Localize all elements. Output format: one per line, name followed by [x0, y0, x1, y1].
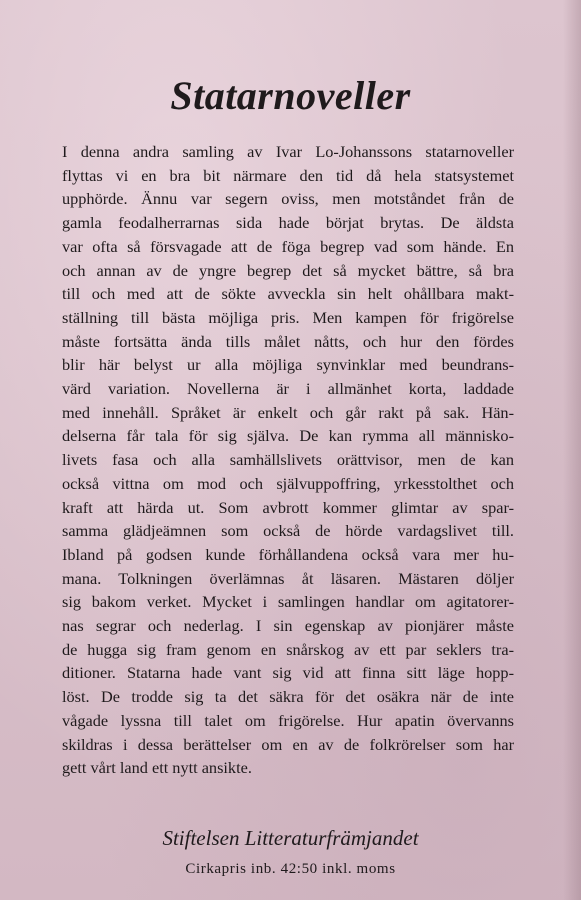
blurb-line: mana. Tolkningen överlämnas åt läsaren. Mästaren döljer: [62, 568, 514, 588]
blurb-line: skildras i dessa berättelser om en av de folkrörelser som har: [62, 734, 514, 754]
blurb-line: delserna får tala för sig själva. De kan rymma all människo-: [62, 426, 514, 446]
blurb-line: samma glädjeämnen som också de hörde vardagslivet till.: [62, 521, 514, 541]
blurb-line: sig bakom verket. Mycket i samlingen handlar om agitatorer-: [62, 592, 514, 612]
blurb-line: måste fortsätta ända tills målet nåtts, och hur den fördes: [62, 331, 514, 351]
blurb-line: vågade lyssna till talet om frigörelse. Hur apatin övervanns: [62, 710, 514, 730]
publisher-name: Stiftelsen Litteraturfrämjandet: [162, 826, 419, 850]
blurb-line: värd variation. Novellerna är i allmänhet korta, laddade: [62, 379, 514, 399]
blurb-line: upphörde. Ännu var segern oviss, men motståndet från de: [62, 189, 514, 209]
blurb-line: var ofta så försvagade att de föga begrep vad som hände. En: [62, 236, 514, 256]
blurb-line: löst. De trodde sig ta det säkra för det osäkra när de inte: [62, 687, 514, 707]
blurb-line: Ibland på godsen kunde förhållandena också vara mer hu-: [62, 544, 514, 564]
blurb-line: till och med att de sökte avveckla sin helt ohållbara makt-: [62, 284, 514, 304]
price-note: Cirkapris inb. 42:50 inkl. moms: [185, 861, 396, 877]
blurb-line: flyttas vi en bra bit närmare den tid då hela statsystemet: [62, 165, 514, 185]
blurb-line: de hugga sig fram genom en snårskog av ett par seklers tra-: [62, 639, 514, 659]
blurb-line: ställning till bästa möjliga pris. Men kampen för frigörelse: [62, 307, 514, 327]
blurb-line: kraft att härda ut. Som avbrott kommer glimtar av spar-: [62, 497, 514, 517]
blurb-line: gett vårt land ett nytt ansikte.: [62, 758, 252, 778]
book-title: Statarnoveller: [170, 73, 411, 118]
blurb-line: I denna andra samling av Ivar Lo-Johanssons statarnoveller: [62, 142, 514, 161]
blurb-line: livets fasa och alla samhällslivets orättvisor, men de kan: [62, 450, 514, 470]
blurb-line: blir här belyst ur alla möjliga synvinklar med beundrans-: [62, 355, 514, 375]
blurb-line: också vittna om mod och självuppoffring, yrkesstolthet och: [62, 473, 514, 493]
page-edge-shadow: [563, 0, 581, 900]
blurb-line: ditioner. Statarna hade vant sig vid att finna sitt läge hopp-: [62, 663, 514, 683]
blurb-line: med innehåll. Språket är enkelt och går rakt på sak. Hän-: [62, 402, 514, 422]
blurb-text: [62, 140, 514, 780]
blurb-line: gamla feodalherrarnas sida hade börjat brytas. De äldsta: [62, 213, 514, 233]
blurb-line: nas segrar och nederlag. I sin egenskap av pionjärer måste: [62, 616, 514, 636]
blurb-line: och annan av de yngre begrep det så mycket bättre, så bra: [62, 260, 514, 280]
